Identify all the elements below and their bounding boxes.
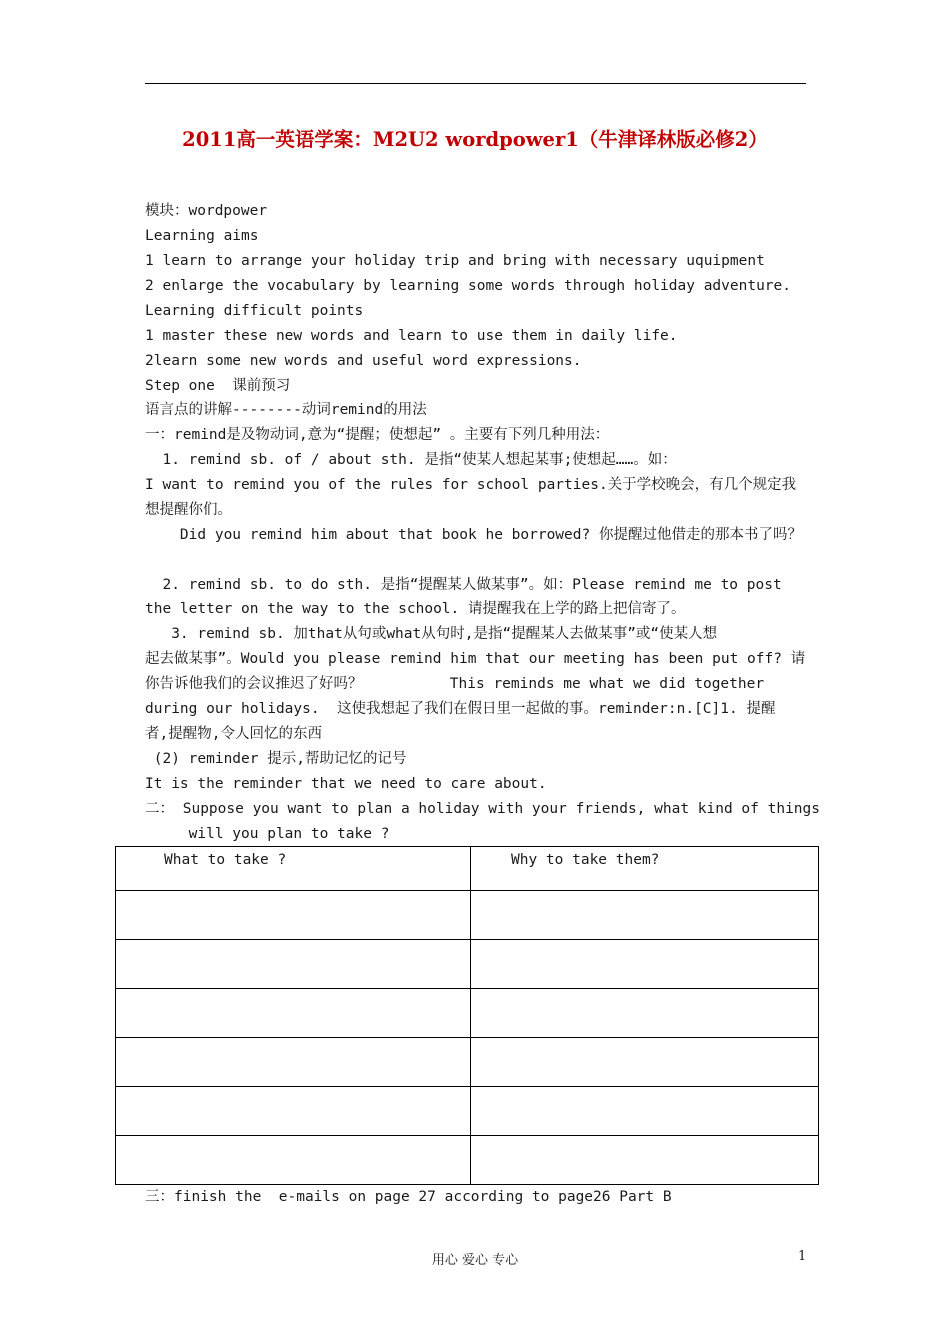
text-line: 你告诉他我们的会议推迟了好吗？ This reminds me what we did together (145, 676, 765, 692)
text-line: 模块：wordpower (145, 203, 268, 219)
task-three-line: 三：finish the e-mails on page 27 according to page26 Part B (145, 1189, 672, 1205)
text-line: 者,提醒物,令人回忆的东西 (145, 726, 322, 742)
text-line: (2) reminder 提示,帮助记忆的记号 (145, 751, 407, 767)
text-line: It is the reminder that we need to care about. (145, 776, 547, 792)
table-cell (116, 891, 471, 940)
table-cell (471, 1038, 819, 1087)
table-cell (116, 989, 471, 1038)
text-line: Step one 课前预习 (145, 378, 291, 394)
table-row (116, 940, 819, 989)
table-header-row (116, 847, 819, 891)
table-header-cell (471, 847, 819, 891)
text-line: Learning aims (145, 228, 259, 244)
table-row (116, 891, 819, 940)
text-line: 想提醒你们。 (145, 502, 232, 518)
text-line: Learning difficult points (145, 303, 364, 319)
table-header-cell (116, 847, 471, 891)
text-line: Did you remind him about that book he borrowed? 你提醒过他借走的那本书了吗？ (145, 527, 802, 543)
text-line: I want to remind you of the rules for school parties.关于学校晚会，有几个规定我 (145, 477, 797, 493)
text-line: 2 enlarge the vocabulary by learning some words through holiday adventure. (145, 278, 792, 294)
column-header-what: What to take ? (164, 852, 287, 868)
table-cell (471, 989, 819, 1038)
column-header-why: Why to take them? (511, 852, 660, 868)
text-line: the letter on the way to the school. 请提醒我在上学的路上把信寄了。 (145, 601, 686, 617)
page-number: 1 (798, 1249, 807, 1264)
header-rule (145, 83, 806, 84)
text-line: 起去做某事”。Would you please remind him that our meeting has been put off? 请 (145, 651, 806, 667)
planning-table (115, 846, 819, 1185)
table-cell (116, 1136, 471, 1185)
table-row (116, 1038, 819, 1087)
text-line: during our holidays. 这使我想起了我们在假日里一起做的事。reminder:n.[C]1. 提醒 (145, 701, 776, 717)
table-row (116, 1136, 819, 1185)
table-cell (471, 891, 819, 940)
text-line: 2. remind sb. to do sth. 是指“提醒某人做某事”。如：Please remind me to post (145, 577, 782, 593)
document-title: 2011高一英语学案：M2U2 wordpower1（牛津译林版必修2） (182, 128, 768, 151)
text-line: 二： Suppose you want to plan a holiday with your friends, what kind of things (145, 801, 821, 817)
text-line: 一：remind是及物动词,意为“提醒；使想起” 。主要有下列几种用法： (145, 427, 610, 443)
text-line: 3. remind sb. 加that从句或what从句时,是指“提醒某人去做某事”或“使某人想 (145, 626, 718, 642)
table-row (116, 989, 819, 1038)
table-cell (116, 940, 471, 989)
text-line: 1. remind sb. of / about sth. 是指“使某人想起某事;使想起……。如： (145, 452, 677, 468)
text-line: 1 master these new words and learn to use them in daily life. (145, 328, 678, 344)
page-footer: 用心 爱心 专心 (431, 1253, 519, 1268)
table-row (116, 1087, 819, 1136)
text-line: 2learn some new words and useful word expressions. (145, 353, 582, 369)
text-line: 语言点的讲解--------动词remind的用法 (145, 402, 427, 418)
table-cell (471, 1087, 819, 1136)
table-cell (471, 940, 819, 989)
table-cell (471, 1136, 819, 1185)
text-line: will you plan to take ? (145, 826, 390, 842)
table-cell (116, 1087, 471, 1136)
text-line: 1 learn to arrange your holiday trip and bring with necessary uquipment (145, 253, 765, 269)
table-cell (116, 1038, 471, 1087)
